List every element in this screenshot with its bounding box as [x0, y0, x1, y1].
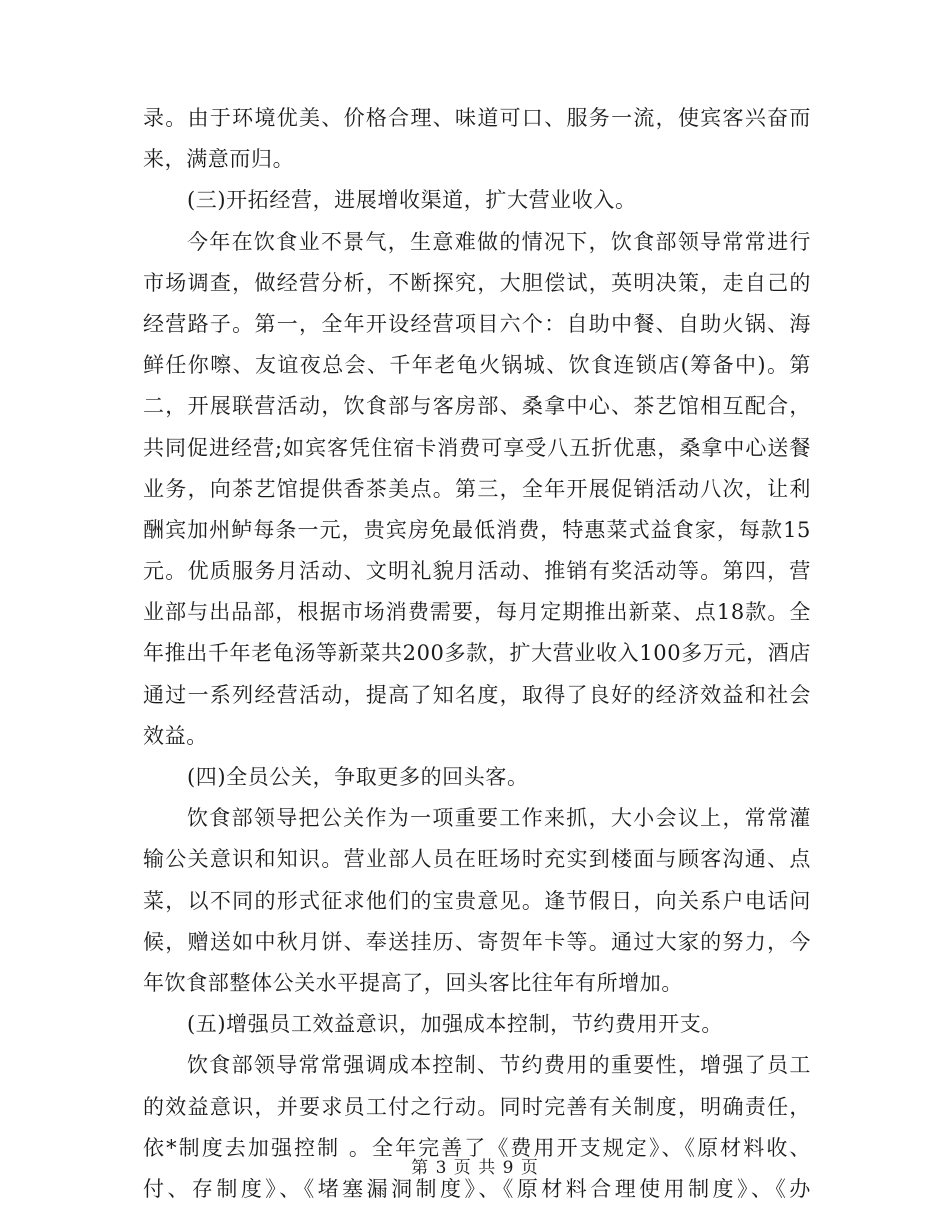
text-line: (四)全员公关，争取更多的回头客。 — [187, 765, 529, 789]
text-line: 酬宾加州鲈每条一元，贵宾房免最低消费，特惠菜式益食家，每款15 — [143, 517, 811, 542]
text-line: 共同促进经营;如宾客凭住宿卡消费可享受八五折优惠，桑拿中心送餐 — [143, 435, 811, 460]
text-line: 二，开展联营活动，饮食部与客房部、桑拿中心、茶艺馆相互配合， — [143, 394, 811, 419]
text-line: 饮食部领导把公关作为一项重要工作来抓，大小会议上，常常灌 — [187, 806, 811, 831]
text-line: 年推出千年老龟汤等新菜共200多款，扩大营业收入100多万元，酒店 — [143, 641, 811, 666]
text-line: (五)增强员工效益意识，加强成本控制，节约费用开支。 — [187, 1012, 723, 1037]
text-line: 元。优质服务月活动、文明礼貌月活动、推销有奖活动等。第四，营 — [143, 559, 811, 584]
text-line: 今年在饮食业不景气，生意难做的情况下，饮食部领导常常进行 — [187, 229, 811, 254]
text-line: 业部与出品部，根据市场消费需要，每月定期推出新菜、点18款。全 — [143, 600, 811, 625]
text-line: 鲜任你嚓、友谊夜总会、千年老龟火锅城、饮食连锁店(筹备中)。第 — [143, 353, 811, 378]
text-line: (三)开拓经营，进展增收渠道，扩大营业收入。 — [187, 188, 637, 213]
text-line: 业务，向茶艺馆提供香茶美点。第三，全年开展促销活动八次，让利 — [143, 476, 811, 501]
text-line: 的效益意识，并要求员工付之行动。同时完善有关制度，明确责任， — [143, 1094, 811, 1119]
text-line: 饮食部领导常常强调成本控制、节约费用的重要性，增强了员工 — [187, 1053, 811, 1078]
text-line: 年饮食部整体公关水平提高了，回头客比往年有所增加。 — [143, 970, 683, 995]
text-line: 录。由于环境优美、价格合理、味道可口、服务一流，使宾客兴奋而 — [143, 106, 811, 130]
text-line: 效益。 — [143, 723, 208, 748]
text-line: 输公关意识和知识。营业部人员在旺场时充实到楼面与顾客沟通、点 — [143, 847, 811, 872]
text-line: 付、存制度》、《堵塞漏洞制度》、《原材料合理使用制度》、《办 — [143, 1176, 811, 1201]
text-line: 来，满意而归。 — [143, 147, 295, 172]
text-line: 菜，以不同的形式征求他们的宝贵意见。逢节假日，向关系户电话问 — [143, 888, 811, 913]
text-line: 市场调查，做经营分析，不断探究，大胆偿试，英明决策，走自己的 — [143, 270, 811, 295]
text-line: 通过一系列经营活动，提高了知名度，取得了良好的经济效益和社会 — [143, 682, 811, 707]
text-line: 候，赠送如中秋月饼、奉送挂历、寄贺年卡等。通过大家的努力，今 — [143, 929, 811, 954]
text-line: 依*制度去加强控制 。全年完善了《费用开支规定》、《原材料收、 — [143, 1135, 811, 1160]
page-number-footer: 第 3 页 共 9 页 — [411, 1158, 539, 1178]
text-line: 经营路子。第一，全年开设经营项目六个：自助中餐、自助火锅、海 — [143, 311, 811, 336]
document-body — [143, 98, 811, 1210]
